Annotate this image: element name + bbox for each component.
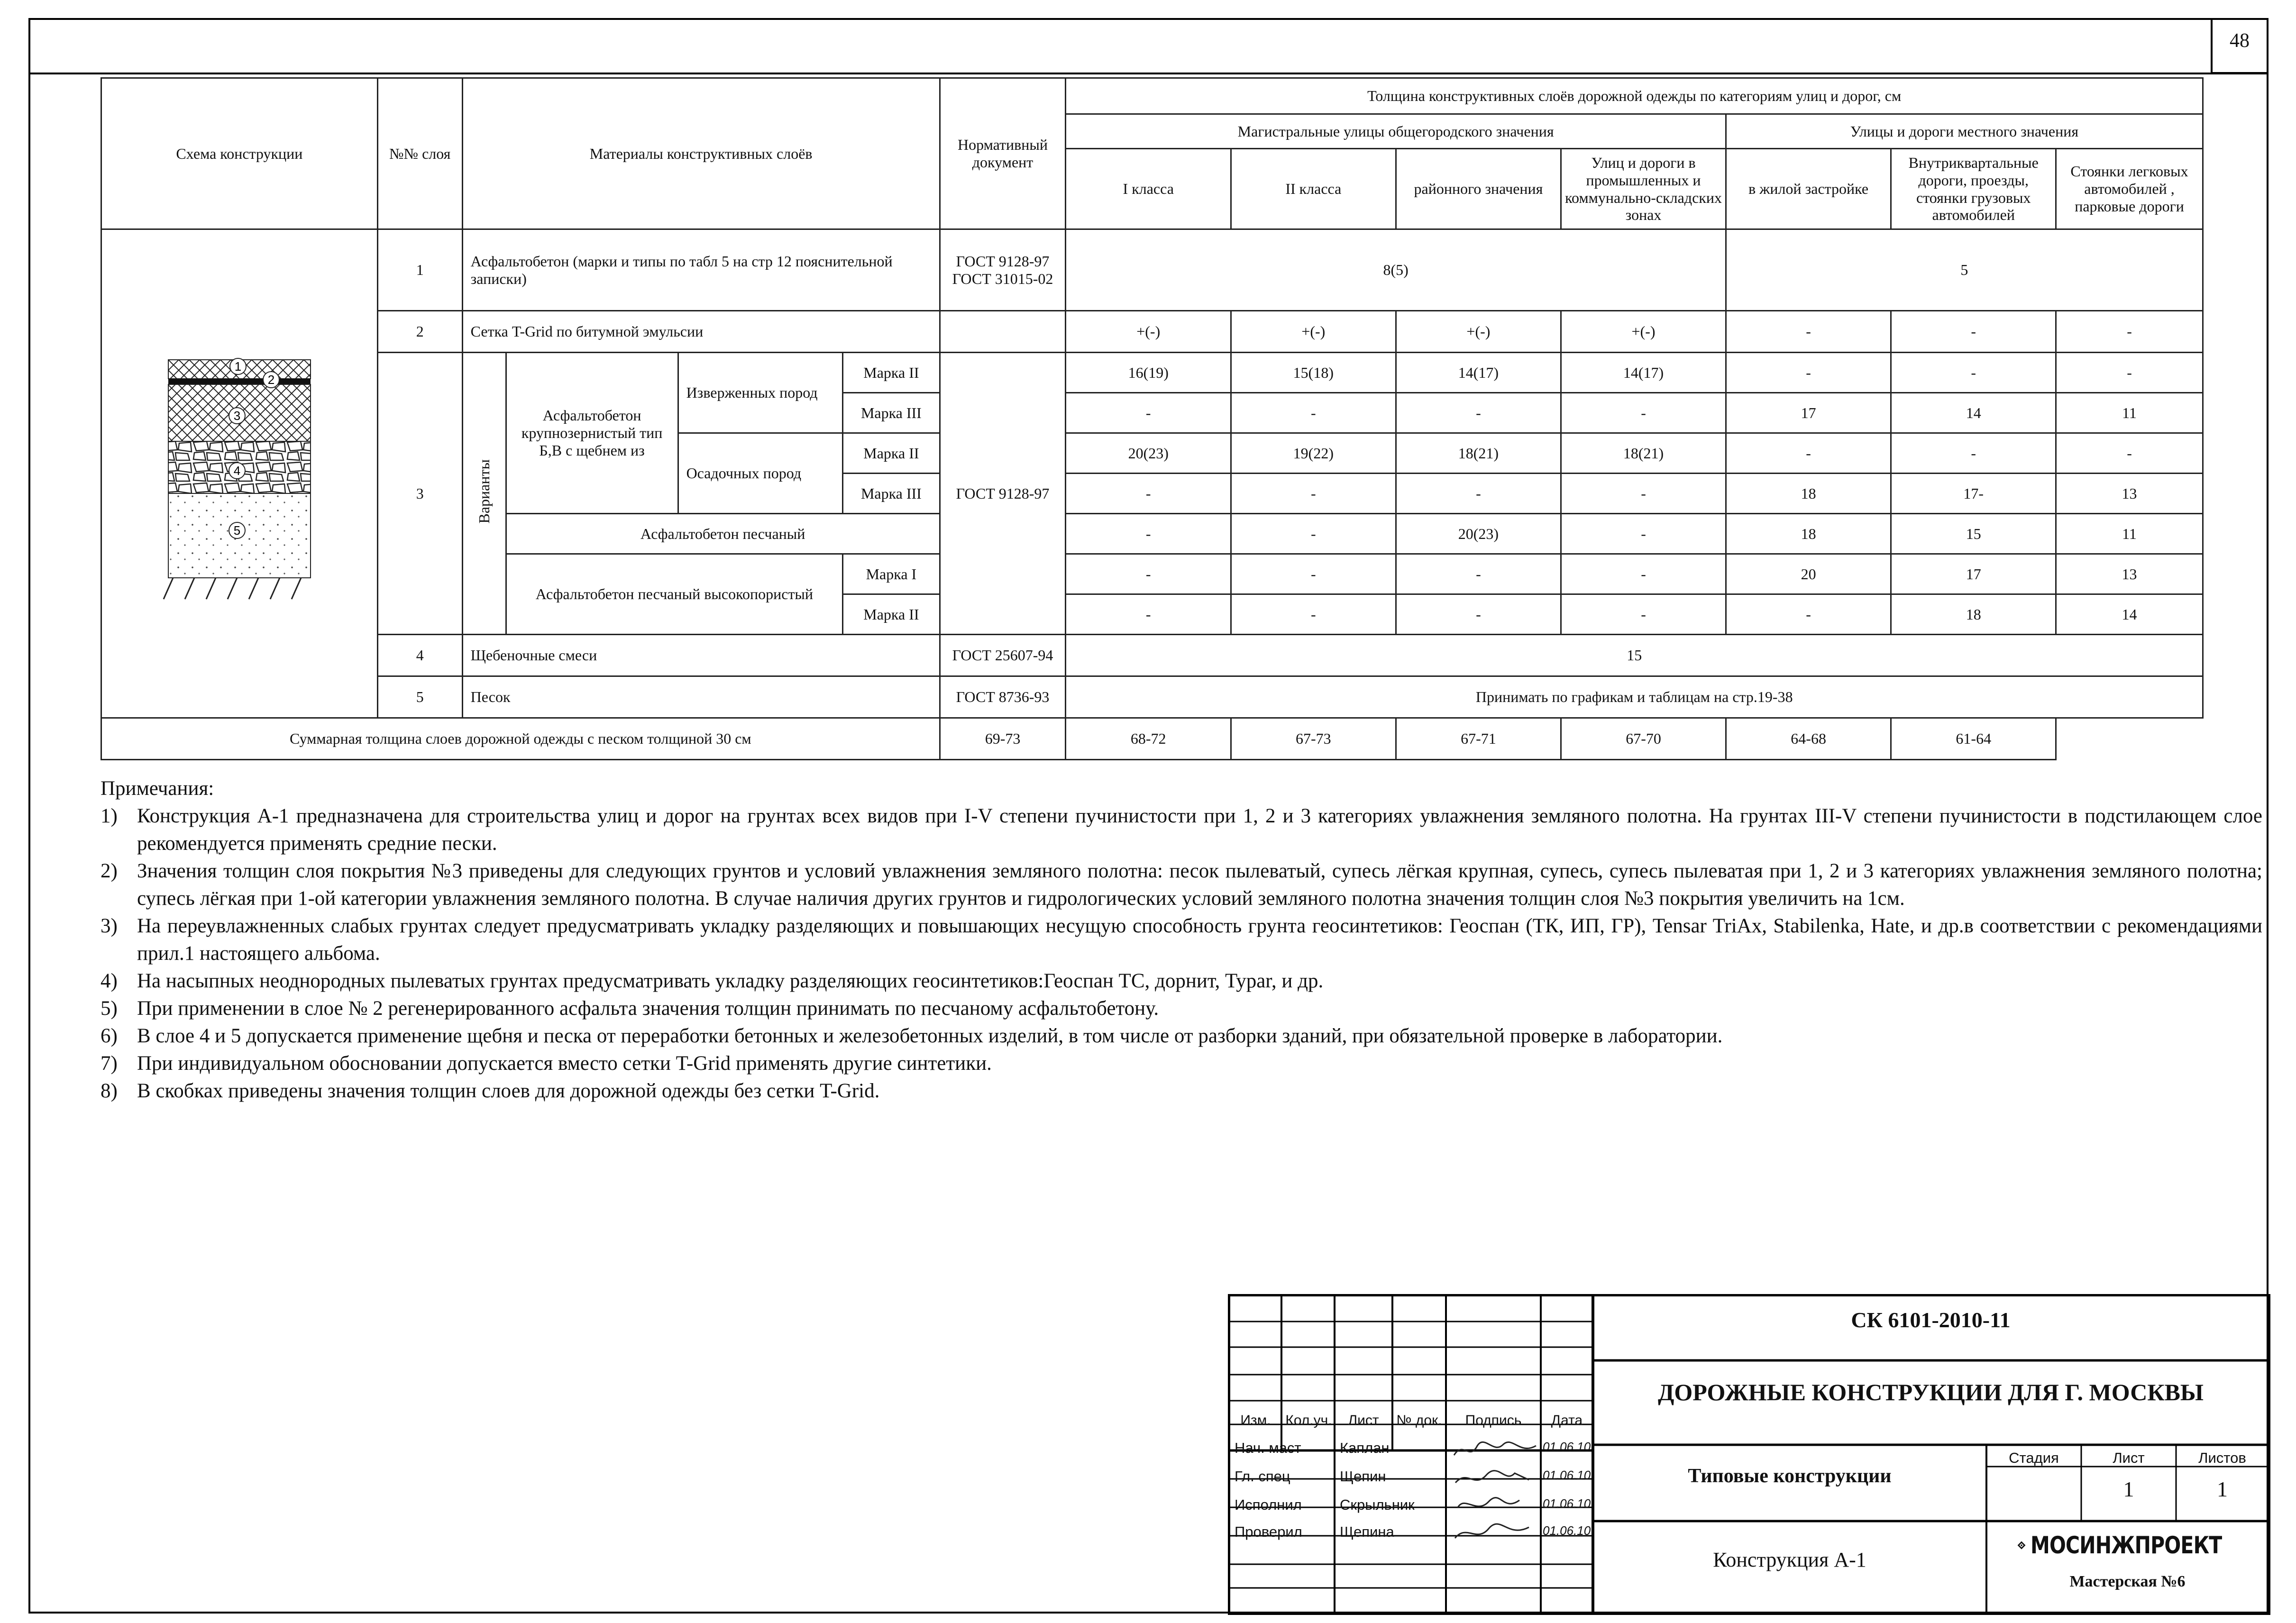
layer-no: 2 (377, 311, 462, 353)
note-item: 4) На насыпных неоднородных пылеватых грунтах предусматривать укладку разделяющих геосинтетиков:Геоспан ТС, дорнит, Typar, и др. (101, 970, 1324, 992)
total-value: 61-64 (1891, 718, 2056, 760)
tb-role: Гл. спец (1235, 1468, 1290, 1485)
header-group-city: Магистральные улицы общегородского значения (1066, 114, 1726, 149)
value-cell: - (1726, 311, 1891, 353)
total-value: 69-73 (940, 718, 1066, 760)
value-cell: - (1561, 393, 1726, 433)
layer-material: Песок (462, 676, 940, 718)
scheme-marker: 4 (233, 464, 241, 478)
norm-doc: ГОСТ 25607-94 (940, 635, 1066, 676)
value-cell: - (1561, 554, 1726, 594)
value-cell: 19(22) (1231, 433, 1396, 474)
note-item: 6) В слое 4 и 5 допускается применение щебня и песка от переработки бетонных и железобетонных изделий, в том числе от разборки зданий, при обязательной проверке в лаборатории. (101, 1025, 1723, 1047)
value-cell: 14 (1891, 393, 2056, 433)
grade-label: Марка III (843, 393, 940, 433)
total-value: 67-73 (1231, 718, 1396, 760)
tb-role: Нач. маст (1235, 1440, 1301, 1456)
value-cell: - (1561, 594, 1726, 635)
header-col: I класса (1066, 149, 1231, 229)
value-cell: +(-) (1561, 311, 1726, 353)
company-logo (2017, 1529, 2264, 1562)
value-cell: - (1396, 393, 1561, 433)
layer-material: Щебеночные смеси (462, 635, 940, 676)
total-value: 67-71 (1396, 718, 1561, 760)
value-cell: - (1891, 353, 2056, 393)
layer-scheme-diagram (161, 336, 318, 611)
grade-label: Марка III (843, 474, 940, 514)
value-cell: - (2056, 353, 2203, 393)
sheet-label: Лист (2113, 1450, 2145, 1466)
value-cell: - (1396, 474, 1561, 514)
norm-doc: ГОСТ 9128-97 (940, 353, 1066, 635)
value-cell: +(-) (1231, 311, 1396, 353)
value-cell: - (1231, 514, 1396, 554)
sheet-value: 1 (2123, 1477, 2134, 1501)
company-logo-icon (2017, 1530, 2026, 1560)
value-cell: 14 (2056, 594, 2203, 635)
header-rule (28, 73, 2269, 74)
value-cell: 17 (1891, 554, 2056, 594)
norm-doc (940, 311, 1066, 353)
value-cell: - (1066, 474, 1231, 514)
tb-col-list: Лист (1348, 1413, 1379, 1428)
tb-role: Исполнил (1235, 1496, 1302, 1513)
header-col: Внутриквартальные дороги, проезды, стоянки грузовых автомобилей (1891, 149, 2056, 229)
project-title: ДОРОЖНЫЕ КОНСТРУКЦИИ ДЛЯ Г. МОСКВЫ (1657, 1379, 2204, 1405)
variants-label: Варианты (462, 353, 506, 635)
tb-col-doc: № док. (1396, 1413, 1442, 1428)
note-item: 8) В скобках приведены значения толщин слоев для дорожной одежды без сетки T-Grid. (101, 1080, 880, 1102)
tb-name: Щепин (1340, 1468, 1386, 1485)
value-cell: 8(5) (1066, 229, 1726, 311)
page-number: 48 (2230, 30, 2250, 52)
tb-col-izm: Изм. (1240, 1413, 1271, 1428)
sand-asphalt-label: Асфальтобетон песчаный (506, 514, 940, 554)
value-cell: 18 (1891, 594, 2056, 635)
note-item: 1) Конструкция А-1 предназначена для строительства улиц и дорог на грунтах всех видов при I-V степени пучинистости при 1, 2 и 3 категориях увлажнения земляного полотна. На грунтах III-V степени пучинистости в подстилающем слое рекомендуется применять средние пески. (101, 805, 2262, 855)
value-cell: - (2056, 433, 2203, 474)
sheet-name: Конструкция А-1 (1713, 1548, 1866, 1571)
tb-date: 01.06.10 (1543, 1523, 1591, 1538)
value-cell: - (1561, 514, 1726, 554)
igneous-label: Изверженных пород (678, 353, 843, 433)
tb-name: Каплан (1340, 1440, 1390, 1456)
value-cell: - (1066, 393, 1231, 433)
value-cell: - (1231, 474, 1396, 514)
value-cell: +(-) (1396, 311, 1561, 353)
notes-section (101, 775, 2262, 1105)
value-cell: 16(19) (1066, 353, 1231, 393)
workshop: Мастерская №6 (2069, 1573, 2186, 1590)
tb-name: Скрыльник (1340, 1496, 1415, 1513)
value-cell: - (2056, 311, 2203, 353)
grade-label: Марка II (843, 433, 940, 474)
pavement-table (101, 77, 2204, 760)
value-cell: - (1066, 514, 1231, 554)
header-col: Улиц и дороги в промышленных и коммунально-складских зонах (1561, 149, 1726, 229)
value-cell: 20(23) (1066, 433, 1231, 474)
value-cell: 11 (2056, 393, 2203, 433)
layer-no: 5 (377, 676, 462, 718)
value-cell: 17- (1891, 474, 2056, 514)
total-label: Суммарная толщина слоев дорожной одежды с песком толщиной 30 см (101, 718, 940, 760)
header-thickness: Толщина конструктивных слоёв дорожной одежды по категориям улиц и дорог, см (1066, 78, 2203, 114)
tb-role: Проверил (1235, 1523, 1302, 1540)
value-cell: - (1231, 554, 1396, 594)
header-col: в жилой застройке (1726, 149, 1891, 229)
norm-doc: ГОСТ 8736-93 (940, 676, 1066, 718)
section-title: Типовые конструкции (1688, 1465, 1892, 1487)
layer-no: 3 (377, 353, 462, 635)
sheets-value: 1 (2217, 1477, 2228, 1501)
value-cell: 18(21) (1561, 433, 1726, 474)
tb-col-kol: Кол.уч. (1285, 1413, 1332, 1428)
sand-porous-label: Асфальтобетон песчаный высокопористый (506, 554, 843, 635)
sedimentary-label: Осадочных пород (678, 433, 843, 514)
note-item: 5) При применении в слое № 2 регенерированного асфальта значения толщин принимать по песчаному асфальтобетону. (101, 997, 1159, 1020)
value-cell: 17 (1726, 393, 1891, 433)
tb-col-date: Дата (1551, 1413, 1583, 1428)
header-col: районного значения (1396, 149, 1561, 229)
value-cell: 11 (2056, 514, 2203, 554)
header-col: Стоянки легковых автомобилей , парковые дороги (2056, 149, 2203, 229)
value-cell: 20 (1726, 554, 1891, 594)
scheme-marker: 3 (233, 409, 241, 423)
value-cell: - (1726, 353, 1891, 393)
norm-doc: ГОСТ 9128-97 ГОСТ 31015-02 (940, 229, 1066, 311)
value-cell: 14(17) (1396, 353, 1561, 393)
sheets-label: Листов (2198, 1450, 2246, 1466)
value-cell: 13 (2056, 474, 2203, 514)
tb-date: 01.06.10 (1543, 1468, 1591, 1482)
header-group-local: Улицы и дороги местного значения (1726, 114, 2203, 149)
tb-col-sign: Подпись (1465, 1413, 1522, 1428)
scheme-cell (101, 229, 378, 718)
value-cell: - (1231, 594, 1396, 635)
note-item: 7) При индивидуальном обосновании допускается вместо сетки T-Grid применять другие синтетики. (101, 1052, 992, 1075)
value-cell: - (1066, 554, 1231, 594)
header-col: II класса (1231, 149, 1396, 229)
tb-date: 01.06.10 (1543, 1496, 1591, 1511)
layer-material: Асфальтобетон (марки и типы по табл 5 на стр 12 пояснительной записки) (462, 229, 940, 311)
total-value: 64-68 (1726, 718, 1891, 760)
header-norm-doc: Нормативный документ (940, 78, 1066, 229)
note-item: 2) Значения толщин слоя покрытия №3 приведены для следующих грунтов и условий увлажнения земляного полотна: песок пылеватый, супесь лёгкая крупная, супесь, супесь пылеватая при 1, 2 и 3 категориях увлажнения земляного полотна; супесь лёгкая при 1-ой категории увлажнения земляного полотна. В случае наличия других грунтов и гидрологических условий земляного полотна значения толщин слоя №3 покрытия увеличить на 1см. (101, 860, 2262, 910)
value-cell: 14(17) (1561, 353, 1726, 393)
value-cell: 20(23) (1396, 514, 1561, 554)
value-cell: 15(18) (1231, 353, 1396, 393)
value-cell: 18(21) (1396, 433, 1561, 474)
value-cell: - (1891, 311, 2056, 353)
value-cell: 13 (2056, 554, 2203, 594)
notes-title: Примечания: (101, 777, 214, 800)
layer-no: 4 (377, 635, 462, 676)
header-scheme: Схема конструкции (101, 78, 378, 229)
value-cell: 15 (1066, 635, 2203, 676)
stage-label: Стадия (2009, 1450, 2059, 1466)
grade-label: Марка II (843, 353, 940, 393)
value-cell: 15 (1891, 514, 2056, 554)
tb-name: Щепина (1340, 1523, 1394, 1540)
value-cell: 5 (1726, 229, 2203, 311)
grade-label: Марка I (843, 554, 940, 594)
value-cell: - (1561, 474, 1726, 514)
value-cell: - (1396, 554, 1561, 594)
header-layer-no: №№ слоя (377, 78, 462, 229)
value-cell: - (1396, 594, 1561, 635)
header-materials: Материалы конструктивных слоёв (462, 78, 940, 229)
note-item: 3) На переувлажненных слабых грунтах следует предусматривать укладку разделяющих и повышающих несущую способность грунта геосинтетиков: Геоспан (ТК, ИП, ГР), Tensar TriAx, Stabilenka, Hate, и др.в соответствии с рекомендациями прил.1 настоящего альбома. (101, 915, 2262, 965)
layer-no: 1 (377, 229, 462, 311)
scheme-marker: 5 (233, 523, 241, 538)
total-value: 68-72 (1066, 718, 1231, 760)
grade-label: Марка II (843, 594, 940, 635)
asphalt-coarse-label: Асфальтобетон крупнозернистый тип Б,В с щебнем из (506, 353, 678, 514)
document-code: СК 6101-2010-11 (1851, 1308, 2011, 1332)
value-cell: 18 (1726, 474, 1891, 514)
total-value: 67-70 (1561, 718, 1726, 760)
company-name: МОСИНЖПРОЕКТ (2031, 1532, 2222, 1559)
value-cell: - (1891, 433, 2056, 474)
value-cell: 18 (1726, 514, 1891, 554)
scheme-marker: 1 (234, 359, 242, 374)
value-cell: - (1231, 393, 1396, 433)
value-cell: - (1066, 594, 1231, 635)
signatures (1448, 1436, 1541, 1550)
scheme-marker: 2 (267, 373, 275, 387)
tb-date: 01.06.10 (1543, 1440, 1591, 1454)
layer-material: Сетка T-Grid по битумной эмульсии (462, 311, 940, 353)
value-cell: - (1726, 433, 1891, 474)
value-cell: - (1726, 594, 1891, 635)
value-cell: +(-) (1066, 311, 1231, 353)
value-cell: Принимать по графикам и таблицам на стр.19-38 (1066, 676, 2203, 718)
